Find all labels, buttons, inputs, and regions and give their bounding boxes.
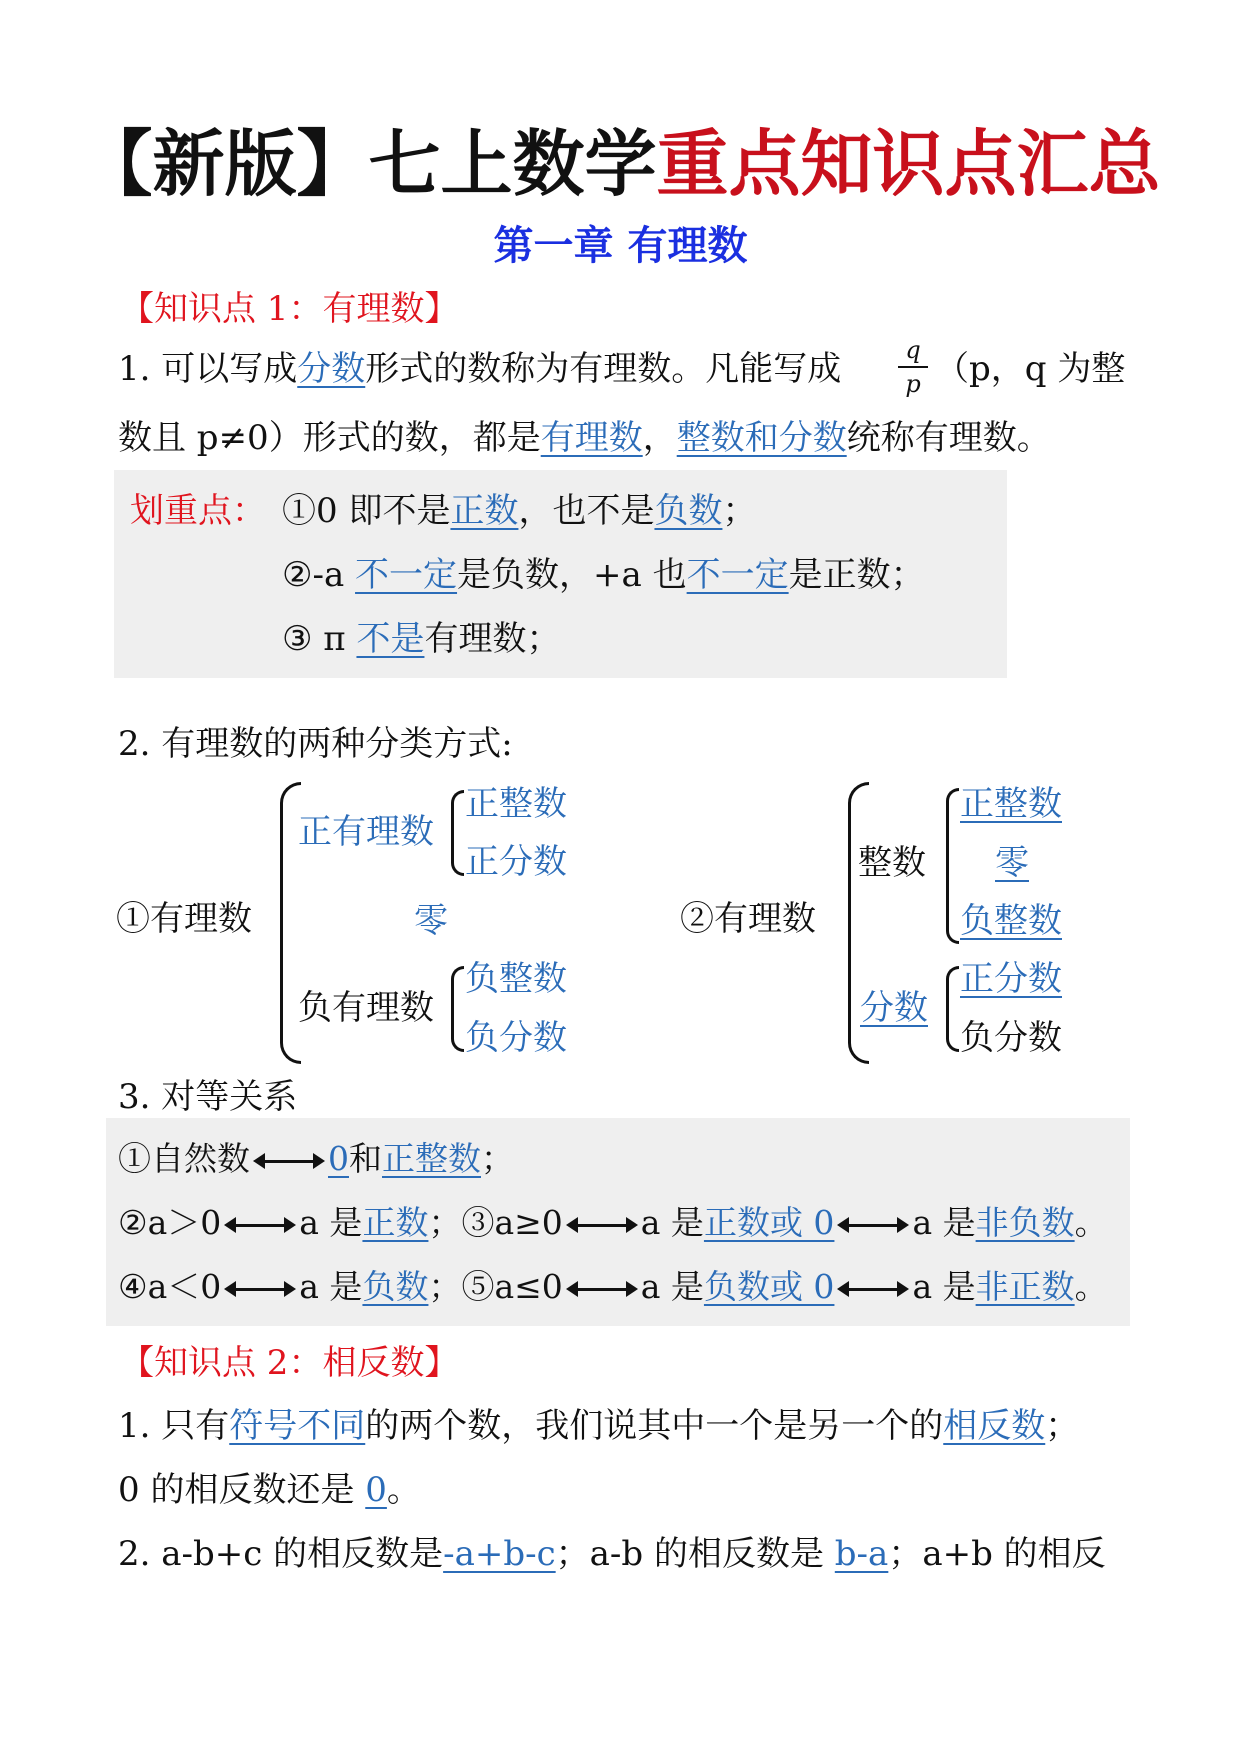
- fraction-bar: [898, 366, 928, 368]
- text: 和: [349, 1139, 382, 1178]
- double-arrow-icon: [569, 1288, 635, 1291]
- text: 统称有理数。: [846, 418, 1051, 458]
- class1-negative: 负有理数: [298, 988, 434, 1028]
- text: ；⑤a≤0: [428, 1267, 563, 1306]
- chapter-heading: 第一章 有理数: [493, 222, 748, 269]
- class1-positive-integer: 正整数: [465, 784, 567, 824]
- double-arrow-icon: [840, 1288, 906, 1291]
- text: ；: [1045, 1406, 1080, 1446]
- class2-root: ②有理数: [680, 899, 816, 939]
- kp2-paragraph-2: [118, 1534, 1106, 1574]
- text: ，也不是: [518, 491, 655, 531]
- class1-brace-negative: [451, 966, 464, 1052]
- answer-not-necessarily-1: 不一定: [355, 555, 458, 595]
- double-arrow-icon: [256, 1160, 322, 1163]
- kp1-paragraph-3: 3. 对等关系: [118, 1077, 298, 1117]
- text: ；a+b 的相反: [888, 1534, 1106, 1574]
- text: 形式的数称为有理数。凡能写成: [365, 349, 842, 389]
- answer-opposite-1: -a+b-c: [443, 1534, 556, 1574]
- text: 。: [1074, 1267, 1108, 1306]
- answer-positive: 正数: [450, 491, 519, 531]
- class2-fraction: 分数: [860, 988, 928, 1028]
- class2-brace-integer: [946, 788, 959, 944]
- text: 。: [1074, 1203, 1108, 1242]
- key-point-1: [282, 491, 757, 531]
- text: 。: [386, 1470, 421, 1510]
- text: a 是: [299, 1267, 363, 1306]
- text: ；a-b 的相反数是: [555, 1534, 835, 1574]
- text: ③ π: [282, 619, 357, 659]
- text: a 是: [299, 1203, 363, 1242]
- equivalence-row-1: [118, 1139, 514, 1178]
- answer-is-not: 不是: [356, 619, 425, 659]
- kp2-paragraph-1: [118, 1406, 1080, 1446]
- fraction-denominator: p: [905, 370, 921, 398]
- text: 1. 只有: [118, 1406, 230, 1446]
- text: 1. 可以写成: [118, 349, 298, 389]
- text: 有理数；: [424, 619, 561, 659]
- fraction-numerator: q: [905, 336, 921, 364]
- text: ②-a: [282, 555, 356, 595]
- text: 0 的相反数还是: [118, 1470, 366, 1510]
- kp1-paragraph-1-line-2: [118, 418, 1051, 458]
- text: ④a＜0: [118, 1267, 222, 1306]
- page-title: [0, 121, 1241, 206]
- answer-int-and-frac: 整数和分数: [676, 418, 847, 458]
- text: ；: [481, 1139, 514, 1178]
- class1-negative-integer: 负整数: [465, 959, 567, 999]
- text: ①0 即不是: [282, 491, 451, 531]
- answer-positive-or-zero: 正数或 0: [703, 1203, 835, 1242]
- kp2-paragraph-1b: [118, 1470, 421, 1510]
- double-arrow-icon: [227, 1224, 293, 1227]
- answer-different-sign: 符号不同: [229, 1406, 366, 1446]
- title-part-black: 【新版】七上数学: [80, 121, 657, 206]
- double-arrow-icon: [227, 1288, 293, 1291]
- answer-non-positive: 非正数: [975, 1267, 1075, 1306]
- fraction-q-over-p: [898, 338, 928, 396]
- text: 的两个数，我们说其中一个是另一个的: [365, 1406, 944, 1446]
- answer-non-negative: 非负数: [975, 1203, 1075, 1242]
- text: ，: [642, 418, 677, 458]
- kp1-heading: 【知识点 1：有理数】: [120, 289, 459, 329]
- text: a 是: [912, 1267, 976, 1306]
- text: ②a＞0: [118, 1203, 222, 1242]
- double-arrow-icon: [840, 1224, 906, 1227]
- answer-positive-integer: 正整数: [382, 1139, 481, 1178]
- class2-positive-fraction: 正分数: [960, 959, 1062, 999]
- key-point-2: [282, 555, 925, 595]
- answer-zero: 0: [365, 1470, 387, 1510]
- text: （p，q 为整: [935, 349, 1126, 389]
- text: ；: [722, 491, 757, 531]
- equivalence-row-3: [118, 1267, 1108, 1306]
- class1-brace-positive: [451, 790, 464, 876]
- text: ；③a≥0: [428, 1203, 563, 1242]
- answer-opposite-2: b-a: [834, 1534, 889, 1574]
- class1-root: ①有理数: [116, 899, 252, 939]
- class2-negative-integer: 负整数: [960, 901, 1062, 941]
- text: 是正数；: [788, 555, 925, 595]
- text: 2. a-b+c 的相反数是: [118, 1534, 444, 1574]
- key-points-label: 划重点：: [130, 491, 266, 531]
- text: a 是: [640, 1203, 704, 1242]
- answer-negative: 负数: [654, 491, 723, 531]
- text: 数且 p≠0）形式的数，都是: [118, 418, 541, 458]
- text: ①自然数: [118, 1139, 250, 1178]
- text: 是负数，+a 也: [457, 555, 687, 595]
- class1-positive: 正有理数: [298, 812, 434, 852]
- equivalence-row-2: [118, 1203, 1108, 1242]
- text: a 是: [640, 1267, 704, 1306]
- answer-fraction: 分数: [297, 349, 366, 389]
- class2-brace-fraction: [946, 966, 959, 1052]
- answer-opposite: 相反数: [943, 1406, 1046, 1446]
- kp2-heading: 【知识点 2：相反数】: [120, 1343, 459, 1383]
- class1-positive-fraction: 正分数: [465, 842, 567, 882]
- class2-negative-fraction: 负分数: [960, 1018, 1062, 1058]
- key-point-3: [282, 619, 561, 659]
- answer-zero: 0: [328, 1139, 349, 1178]
- title-part-red: 重点知识点汇总: [656, 121, 1161, 206]
- answer-rational: 有理数: [540, 418, 643, 458]
- answer-negative-or-zero: 负数或 0: [703, 1267, 835, 1306]
- class2-zero: 零: [995, 843, 1029, 883]
- class2-positive-integer: 正整数: [960, 784, 1062, 824]
- class1-negative-fraction: 负分数: [465, 1018, 567, 1058]
- double-arrow-icon: [569, 1224, 635, 1227]
- answer-negative: 负数: [362, 1267, 429, 1306]
- class1-zero: 零: [414, 901, 448, 941]
- kp1-paragraph-2: 2. 有理数的两种分类方式:: [118, 724, 513, 764]
- class2-integer: 整数: [858, 843, 926, 883]
- kp1-paragraph-1-line-1: [118, 349, 842, 389]
- text: a 是: [912, 1203, 976, 1242]
- answer-not-necessarily-2: 不一定: [686, 555, 789, 595]
- answer-positive: 正数: [362, 1203, 429, 1242]
